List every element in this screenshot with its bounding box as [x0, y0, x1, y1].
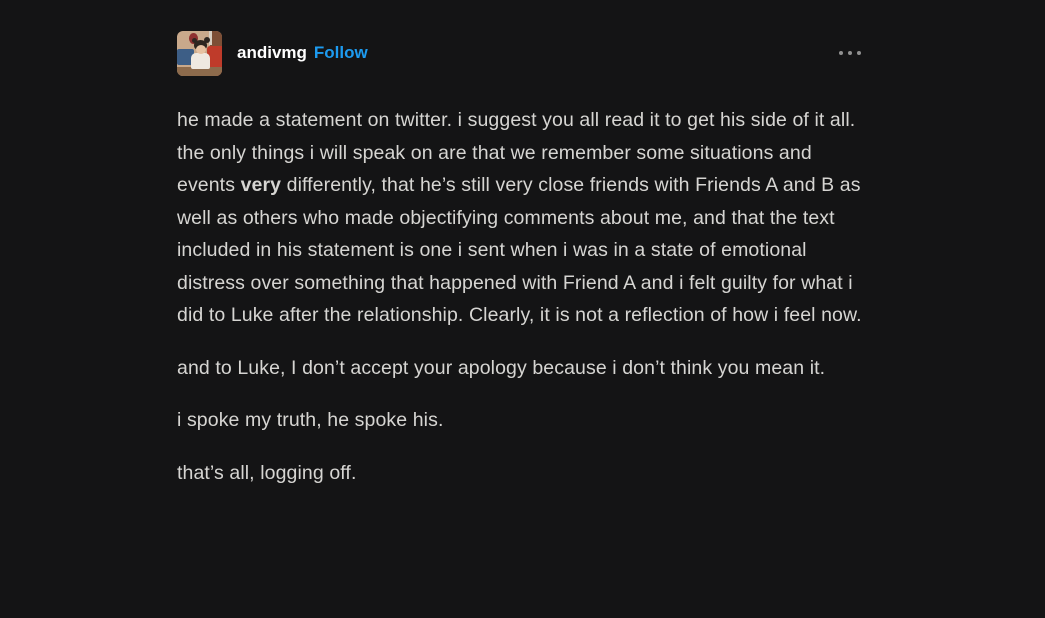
meatballs-menu-icon[interactable] [837, 45, 863, 61]
blog-name[interactable]: andivmg [237, 43, 307, 62]
tumblr-post [177, 30, 869, 489]
menu-dot [839, 51, 843, 55]
paragraph-1-bold-word: very [240, 174, 282, 196]
paragraph-1-text-after: differently, that he’s still very close friends with Friends A and B as well as others who made objectifying comments about me, and that the text included in his statement is one i sent when i was in a state of emotional distress over something that happened with Friend A and i felt guilty for what i did to Luke after the relationship. Clearly, it is not a reflection of how i feel now. [177, 174, 862, 326]
paragraph-3: i spoke my truth, he spoke his. [177, 409, 444, 431]
post-header [177, 30, 869, 76]
avatar-art [191, 53, 210, 69]
avatar[interactable] [177, 31, 222, 76]
menu-dot [857, 51, 861, 55]
menu-dot [848, 51, 852, 55]
paragraph-1-text: he made a statement on twitter. i suggest you all read it to get his side of it all. the only things i will speak on are that we remember some situations and events [177, 109, 856, 196]
post-body [177, 104, 869, 489]
follow-button[interactable]: Follow [313, 43, 368, 62]
paragraph-1 [177, 104, 869, 332]
avatar-art [196, 45, 206, 54]
blog-row [237, 43, 368, 63]
paragraph-4: that’s all, logging off. [177, 461, 357, 484]
paragraph-2: and to Luke, I don’t accept your apology because i don’t think you mean it. [177, 356, 826, 379]
